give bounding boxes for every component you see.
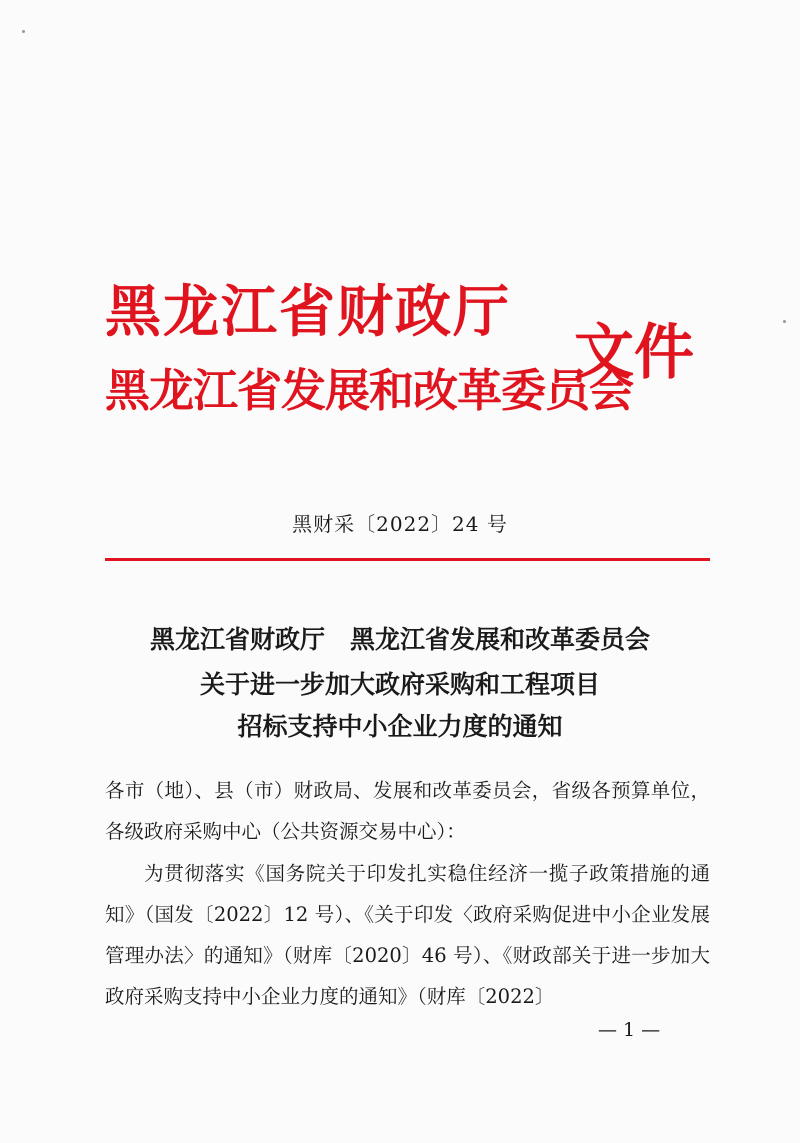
document-title-line-2: 关于进一步加大政府采购和工程项目 (199, 670, 600, 699)
issuing-org-development: 黑龙江省发展和改革委员会 (105, 364, 634, 417)
page-number: — 1 — (598, 1019, 661, 1041)
scan-speck (22, 30, 25, 33)
red-divider-line (105, 558, 710, 561)
scan-speck (783, 320, 786, 323)
document-type-label: 文件 (574, 318, 694, 388)
body-paragraph: 为贯彻落实《国务院关于印发扎实稳住经济一揽子政策措施的通知》（国发〔2022〕12 号）、《关于印发〈政府采购促进中小企业发展管理办法〉的通知》（财库〔2020〕46 号）、《财政部关于进一步加大政府采购支持中小企业力度的通知》（财库〔2022〕 (105, 862, 710, 1008)
addressee-line: 各市（地）、县（市）财政局、发展和改革委员会，省级各预算单位，各级政府采购中心（公共资源交易中心）： (105, 779, 710, 843)
issuing-org-finance: 黑龙江省财政厅 (105, 280, 511, 345)
document-title-line-3: 招标支持中小企业力度的通知 (237, 712, 563, 741)
document-number: 黑财采〔2022〕24 号 (292, 512, 508, 536)
document-title-line-1: 黑龙江省财政厅 黑龙江省发展和改革委员会 (149, 625, 650, 654)
